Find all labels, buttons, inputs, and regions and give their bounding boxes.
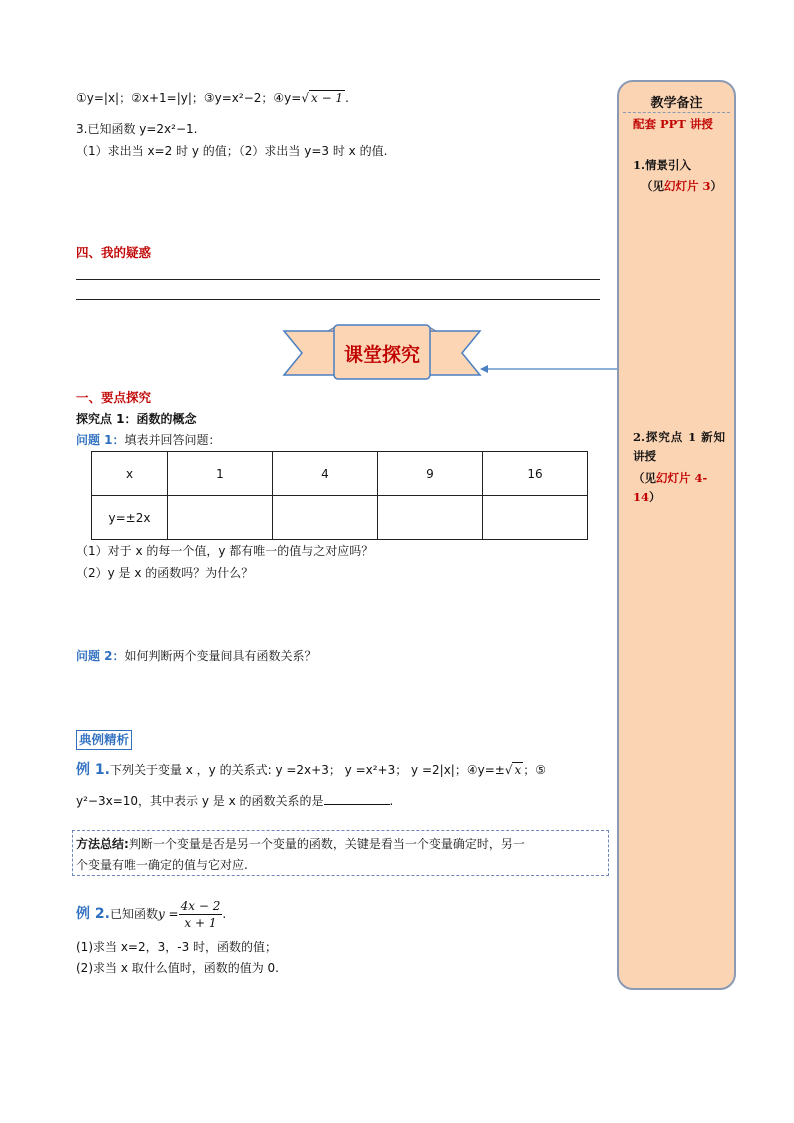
exercise-line-1: ①y=|x|；②x+1=|y|；③y=x²−2；④y=√ x − 1 .: [76, 91, 349, 105]
table-cell-empty[interactable]: [273, 496, 378, 540]
table-row: [92, 496, 588, 540]
example-2: 例 2.已知函数y = $\frac{4x - 2}{x + 1}$ .: [76, 899, 227, 930]
sidebar-divider: [623, 112, 730, 113]
explore-point-1: 探究点 1：函数的概念: [76, 412, 197, 426]
exercise-3: 3.已知函数 y=2x²−1.: [76, 122, 198, 136]
sidebar-title: 教学备注: [650, 96, 703, 111]
sqrt-expression: √ x: [504, 763, 522, 777]
table-cell: 16: [483, 452, 588, 496]
example-2-part-1: (1)求当 x=2，3，-3 时，函数的值；: [76, 940, 278, 954]
sidebar-note-1: 1.情景引入: [633, 158, 692, 172]
sidebar-note-2-ref: （见幻灯片 4-14）: [633, 471, 708, 504]
table-cell: 9: [378, 452, 483, 496]
example-tag: 典例精析: [76, 730, 132, 750]
sidebar-note-2: 2.探究点 1 新知讲授: [633, 430, 725, 463]
question-1-sub-a: （1）对于 x 的每一个值，y 都有唯一的值与之对应吗？: [76, 544, 374, 558]
example-1: 例 1.下列关于变量 x ，y 的关系式: y =2x+3； y =x²+3； y =2|x|；④y=±√ x ；⑤: [76, 762, 547, 778]
doubts-heading: 四、我的疑惑: [76, 245, 152, 260]
exercise-3-parts: （1）求出当 x=2 时 y 的值；（2）求出当 y=3 时 x 的值.: [76, 144, 388, 158]
method-summary-line-1: 方法总结:判断一个变量是否是另一个变量的函数，关键是看当一个变量确定时，另一: [76, 837, 525, 851]
answer-line-1: [76, 279, 600, 280]
answer-line-2: [76, 299, 600, 300]
fraction: $\frac{4x - 2}{x + 1}$: [180, 899, 221, 930]
sqrt-expression: √ x − 1: [301, 91, 344, 105]
table-cell: x: [92, 452, 168, 496]
sidebar-note-ppt: 配套 PPT 讲授: [633, 117, 713, 131]
table-cell: y=±2x: [92, 496, 168, 540]
answer-blank[interactable]: [324, 804, 390, 805]
method-summary-line-2: 个变量有唯一确定的值与它对应.: [76, 858, 248, 872]
banner-label: 课堂探究: [343, 344, 420, 366]
arrow-to-notes: [478, 362, 620, 376]
table-cell-empty[interactable]: [483, 496, 588, 540]
example-1-cont: y²−3x=10，其中表示 y 是 x 的函数关系的是 .: [76, 794, 394, 808]
table-cell-empty[interactable]: [378, 496, 483, 540]
table-cell-empty[interactable]: [168, 496, 273, 540]
fill-table: [91, 451, 588, 540]
question-2: 问题 2：如何判断两个变量间具有函数关系？: [76, 649, 317, 663]
question-1: 问题 1：填表并回答问题：: [76, 433, 221, 447]
table-row: [92, 452, 588, 496]
question-1-sub-b: （2）y 是 x 的函数吗？为什么？: [76, 566, 254, 580]
section-heading: 一、要点探究: [76, 390, 152, 405]
teaching-notes-sidebar: [617, 80, 736, 990]
table-cell: 4: [273, 452, 378, 496]
table-cell: 1: [168, 452, 273, 496]
sidebar-note-1-ref: （见幻灯片 3）: [641, 179, 723, 193]
example-2-part-2: (2)求当 x 取什么值时，函数的值为 0.: [76, 961, 279, 975]
